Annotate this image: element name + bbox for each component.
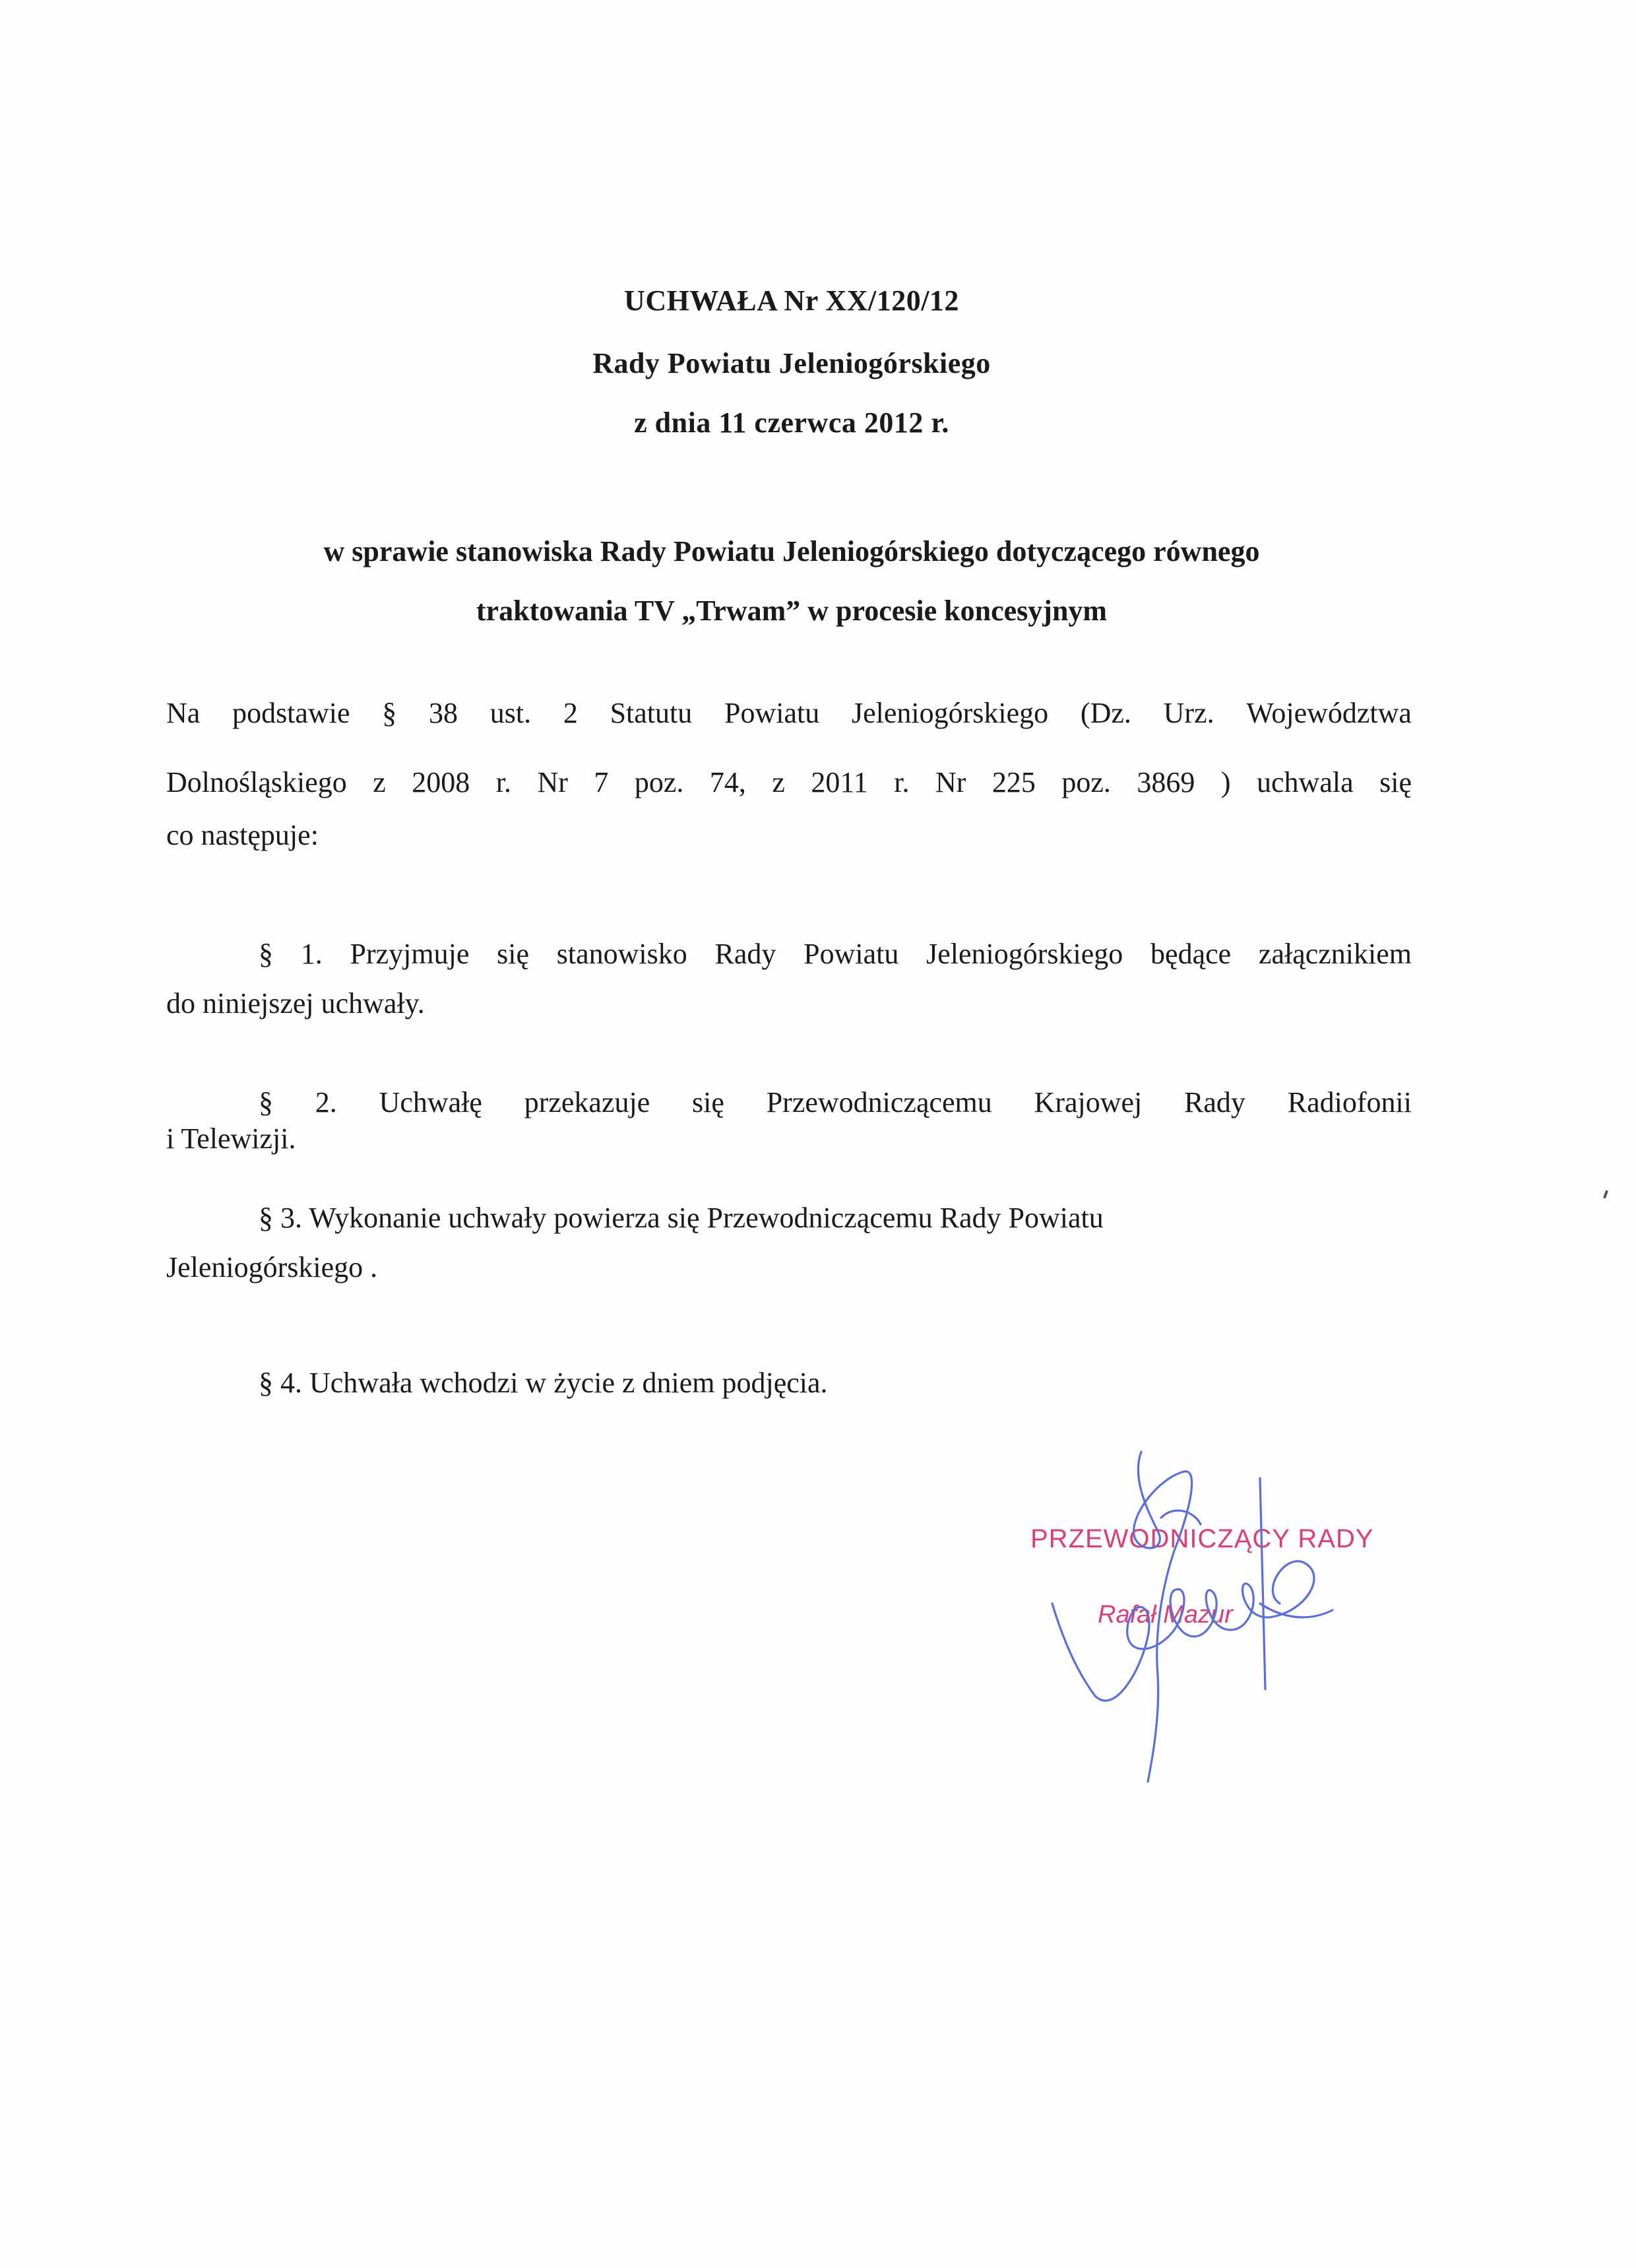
section-2-line-1-word: Uchwałę xyxy=(379,1086,482,1118)
section-1-line-1-word: Jeleniogórskiego xyxy=(926,938,1123,970)
preamble-line-1-word: Województwa xyxy=(1246,697,1412,729)
subject-line-1: w sprawie stanowiska Rady Powiatu Jeleniogórskiego dotyczącego równego xyxy=(323,535,1260,567)
preamble-line-1-word: Na xyxy=(166,697,201,729)
preamble-line-2-word: 3869 xyxy=(1137,766,1195,798)
resolution-issuer: Rady Powiatu Jeleniogórskiego xyxy=(592,347,991,379)
resolution-title: UCHWAŁA Nr XX/120/12 xyxy=(624,284,959,317)
preamble-line-2-word: Nr xyxy=(537,766,568,798)
resolution-date: z dnia 11 czerwca 2012 r. xyxy=(634,406,949,439)
section-1-line-1-word: będące xyxy=(1150,938,1232,970)
section-2-line-1-word: Krajowej xyxy=(1034,1086,1143,1118)
section-2-line-2: i Telewizji. xyxy=(166,1122,296,1155)
preamble-line-3: co następuje: xyxy=(166,819,319,851)
preamble-line-2-word: 225 xyxy=(991,766,1036,798)
preamble-line-2-word: uchwala xyxy=(1257,766,1354,798)
scan-speck xyxy=(1603,1190,1608,1199)
preamble-line-1-word: Statutu xyxy=(610,697,693,729)
stamp-name: Rafał Mazur xyxy=(1098,1601,1233,1629)
preamble-line-2-word: 2008 xyxy=(412,766,470,798)
section-2-line-1-word: § xyxy=(259,1086,273,1118)
preamble-line-2-word: się xyxy=(1379,766,1412,798)
section-1-line-1-word: się xyxy=(497,938,529,970)
preamble-line-1 xyxy=(166,696,1412,730)
section-4-line-1: § 4. Uchwała wchodzi w życie z dniem podjęcia. xyxy=(259,1367,828,1399)
preamble-line-2-word: z xyxy=(772,766,785,798)
section-1-line-1-word: § xyxy=(259,938,273,970)
section-2-line-1-word: się xyxy=(692,1086,724,1118)
preamble-line-2-word: Nr xyxy=(935,766,966,798)
preamble-line-2-word: z xyxy=(373,766,386,798)
section-1-line-1-word: Rady xyxy=(714,938,776,970)
section-1-line-1-word: Przyjmuje xyxy=(350,938,470,970)
preamble-line-1-word: Urz. xyxy=(1163,697,1214,729)
section-1-line-1-word: załącznikiem xyxy=(1258,938,1412,970)
preamble-line-2-word: poz. xyxy=(1061,766,1111,798)
section-3-line-2: Jeleniogórskiego . xyxy=(166,1251,378,1283)
preamble-line-1-word: (Dz. xyxy=(1080,697,1131,729)
section-1-line-1 xyxy=(259,937,1412,971)
section-1-line-1-word: stanowisko xyxy=(556,938,687,970)
section-1-line-1-word: Powiatu xyxy=(803,938,899,970)
subject-line-2: traktowania TV „Trwam” w procesie koncesyjnym xyxy=(476,595,1108,627)
preamble-line-2-word: r. xyxy=(894,766,910,798)
section-3-line-1: § 3. Wykonanie uchwały powierza się Przewodniczącemu Rady Powiatu xyxy=(259,1202,1104,1234)
preamble-line-1-word: ust. xyxy=(489,697,532,729)
preamble-line-1-word: Jeleniogórskiego xyxy=(852,697,1049,729)
section-2-line-1-word: przekazuje xyxy=(524,1086,650,1118)
preamble-line-1-word: podstawie xyxy=(232,697,350,729)
preamble-line-2 xyxy=(166,765,1412,799)
preamble-line-1-word: 38 xyxy=(428,697,458,729)
preamble-line-2-word: 74, xyxy=(709,766,746,798)
handwritten-signature xyxy=(1042,1439,1346,1795)
section-2-line-1-word: Przewodniczącemu xyxy=(766,1086,992,1118)
section-2-line-1 xyxy=(259,1085,1412,1119)
preamble-line-1-word: 2 xyxy=(563,697,578,729)
preamble-line-2-word: ) xyxy=(1220,766,1231,798)
section-1-line-1-word: 1. xyxy=(300,938,323,970)
section-1-line-2: do niniejszej uchwały. xyxy=(166,987,425,1020)
preamble-line-1-word: § xyxy=(382,697,397,729)
section-2-line-1-word: Radiofonii xyxy=(1287,1086,1412,1118)
preamble-line-2-word: 2011 xyxy=(811,766,868,798)
preamble-line-2-word: poz. xyxy=(634,766,684,798)
preamble-line-2-word: 7 xyxy=(594,766,609,798)
stamp-title: PRZEWODNICZĄCY RADY xyxy=(1030,1524,1374,1553)
section-2-line-1-word: Rady xyxy=(1184,1086,1245,1118)
preamble-line-1-word: Powiatu xyxy=(724,697,820,729)
preamble-line-2-word: Dolnośląskiego xyxy=(166,766,347,798)
section-2-line-1-word: 2. xyxy=(315,1086,337,1118)
preamble-line-2-word: r. xyxy=(495,766,511,798)
